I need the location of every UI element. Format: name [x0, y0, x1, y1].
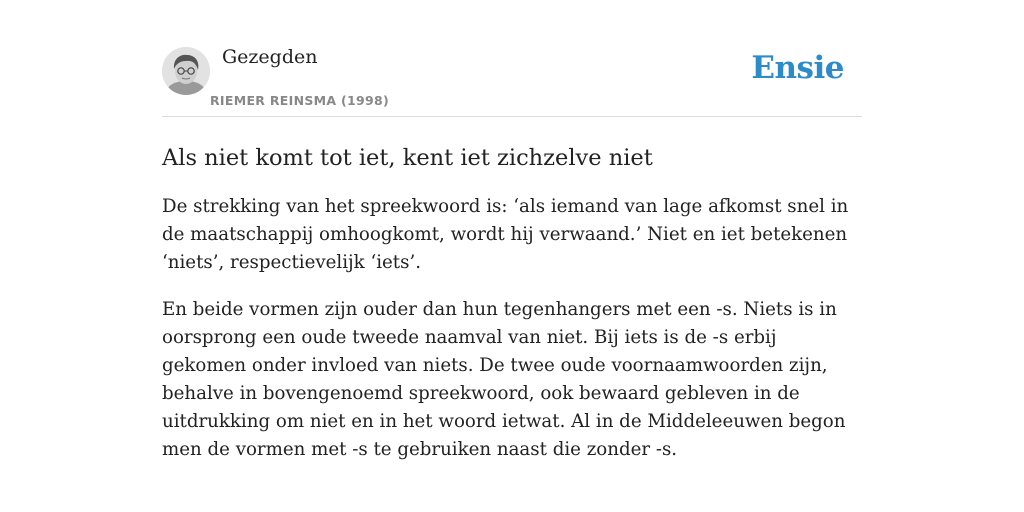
- entry-paragraph-1: De strekking van het spreekwoord is: ‘als iemand van lage afkomst snel in de maatschappij omhoogkomt, wordt hij verwaand.’ Niet en iet betekenen ‘niets’, respectievelijk ‘iets’.: [162, 196, 849, 273]
- book-title[interactable]: Gezegden: [222, 46, 318, 68]
- entry-header: [162, 0, 862, 117]
- entry-title: Als niet komt tot iet, kent iet zichzelve niet: [162, 145, 653, 171]
- ensie-logo[interactable]: Ensie: [751, 50, 844, 86]
- page-container: [162, 0, 862, 464]
- author-name[interactable]: RIEMER REINSMA (1998): [210, 93, 390, 108]
- entry-paragraph-2: En beide vormen zijn ouder dan hun tegenhangers met een -s. Niets is in oorsprong een oude tweede naamval van niet. Bij iets is de -s erbij gekomen onder invloed van niets. De twee oude voornaamwoorden zijn, behalve in bovengenoemd spreekwoord, ook bewaard gebleven in de uitdrukking om niet en in het woord ietwat. Al in de Middeleeuwen begon men de vormen met -s te gebruiken naast die zonder -s.: [162, 299, 846, 460]
- author-portrait-icon[interactable]: [162, 47, 210, 95]
- portrait-drawing: [162, 47, 210, 95]
